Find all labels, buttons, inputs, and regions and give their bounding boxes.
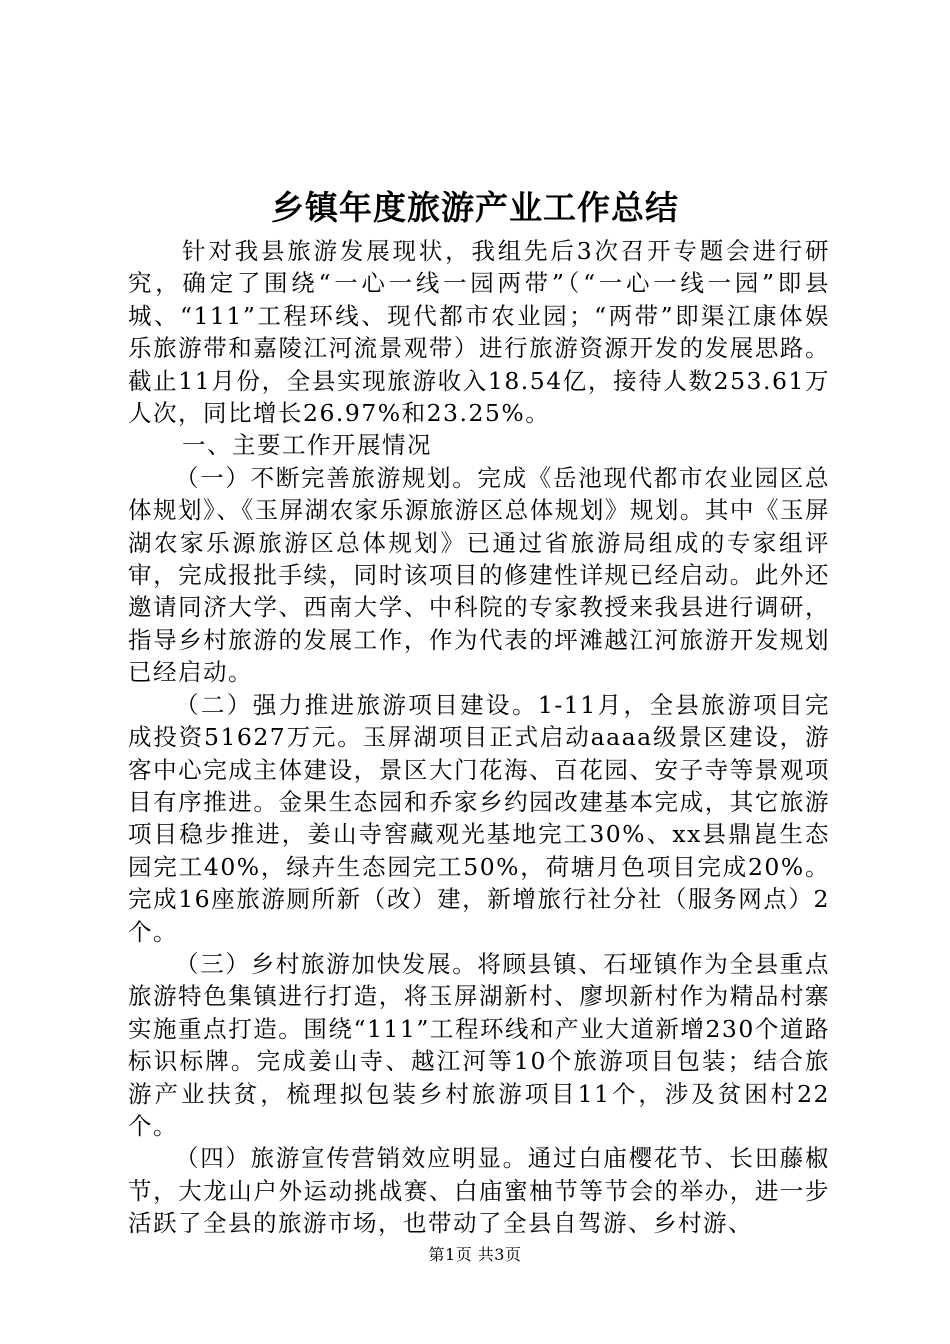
document-title: 乡镇年度旅游产业工作总结 [271, 188, 679, 227]
document-body [128, 235, 830, 1240]
paragraph-item-1: （一）不断完善旅游规划。完成《岳池现代都市农业园区总体规划》、《玉屏湖农家乐源旅游区总体规划》规划。其中《玉屏湖农家乐源旅游区总体规划》已通过省旅游局组成的专家组评审，完成报批手续，同时该项目的修建性详规已经启动。此外还邀请同济大学、西南大学、中科院的专家教授来我县进行调研，指导乡村旅游的发展工作，作为代表的坪滩越江河旅游开发规划已经启动。 [128, 463, 830, 687]
paragraph-intro: 针对我县旅游发展现状，我组先后3次召开专题会进行研究，确定了围绕“一心一线一园两带”（“一心一线一园”即县城、“111”工程环线、现代都市农业园；“两带”即渠江康体娱乐旅游带和嘉陵江河流景观带）进行旅游资源开发的发展思路。截止11月份，全县实现旅游收入18.54亿，接待人数253.61万人次，同比增长26.97%和23.25%。 [128, 237, 830, 428]
section-heading: 一、主要工作开展情况 [182, 431, 433, 460]
paragraph-item-2: （二）强力推进旅游项目建设。1-11月，全县旅游项目完成投资51627万元。玉屏湖项目正式启动aaaa级景区建设，游客中心完成主体建设，景区大门花海、百花园、安子寺等景观项目有序推进。金果生态园和乔家乡约园改建基本完成，其它旅游项目稳步推进，姜山寺窖藏观光基地完工30%、xx县鼎崑生态园完工40%，绿卉生态园完工50%，荷塘月色项目完成20%。完成16座旅游厕所新（改）建，新增旅行社分社（服务网点）2个。 [128, 690, 830, 946]
page-footer: 第1页 共3页 [428, 1245, 522, 1264]
paragraph-item-3: （三）乡村旅游加快发展。将顾县镇、石垭镇作为全县重点旅游特色集镇进行打造，将玉屏湖新村、廖坝新村作为精品村寨实施重点打造。围绕“111”工程环线和产业大道新增230个道路标识标牌。完成姜山寺、越江河等10个旅游项目包装；结合旅游产业扶贫，梳理拟包装乡村旅游项目11个，涉及贫困村22个。 [128, 949, 830, 1140]
paragraph-item-4: （四）旅游宣传营销效应明显。通过白庙樱花节、长田藤椒节，大龙山户外运动挑战赛、白庙蜜柚节等节会的举办，进一步活跃了全县的旅游市场，也带动了全县自驾游、乡村游、 [128, 1144, 830, 1238]
